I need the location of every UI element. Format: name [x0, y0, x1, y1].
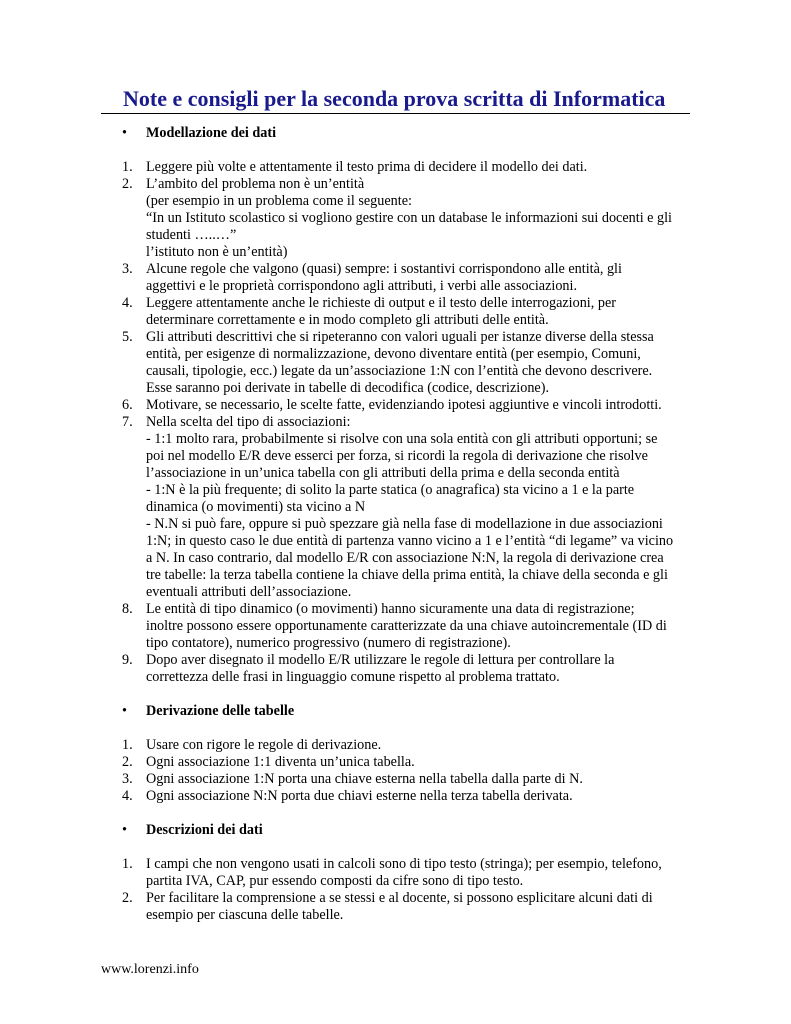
- section-heading-text: Modellazione dei dati: [146, 125, 277, 141]
- list-item-line: dinamica (o movimenti) sta vicino a N: [146, 499, 366, 515]
- list-item-line: determinare correttamente e in modo completo gli attributi delle entità.: [146, 312, 549, 328]
- section-2: [0, 703, 791, 805]
- list-item-line: Usare con rigore le regole di derivazione.: [146, 737, 382, 753]
- list-item-number: 1.: [122, 159, 133, 175]
- list-item-number: 3.: [122, 261, 133, 277]
- section-heading-text: Descrizioni dei dati: [146, 822, 263, 838]
- document-body: [0, 125, 791, 924]
- list-item: [0, 771, 791, 788]
- list-item-line: studenti …..…”: [146, 227, 237, 243]
- section-heading: [0, 703, 791, 720]
- list-item: [0, 295, 791, 329]
- list-item: [0, 329, 791, 397]
- list-item-line: correttezza delle frasi in linguaggio comune rispetto al problema trattato.: [146, 669, 560, 685]
- numbered-list: [0, 159, 791, 686]
- list-item-line: - 1:1 molto rara, probabilmente si risolve con una sola entità con gli attributi opportuni; se: [146, 431, 658, 447]
- list-item-line: 1:N; in questo caso le due entità di partenza vanno vicino a 1 e l’entità “di legame” va vicino: [146, 533, 674, 549]
- list-item-number: 2.: [122, 754, 133, 770]
- list-item: [0, 176, 791, 261]
- list-item-number: 8.: [122, 601, 133, 617]
- list-item-line: partita IVA, CAP, pur essendo composti da cifre sono di tipo testo.: [146, 873, 524, 889]
- list-item: [0, 261, 791, 295]
- bullet-icon: •: [122, 125, 127, 141]
- list-item: [0, 414, 791, 601]
- list-item: [0, 737, 791, 754]
- section-heading: [0, 822, 791, 839]
- list-item-number: 6.: [122, 397, 133, 413]
- list-item-line: a N. In caso contrario, dal modello E/R con associazione N:N, la regola di derivazione crea: [146, 550, 664, 566]
- list-item-line: tipo contatore), numerico progressivo (numero di registrazione).: [146, 635, 511, 651]
- list-item-line: Esse saranno poi derivate in tabelle di decodifica (codice, descrizione).: [146, 380, 549, 396]
- list-item-line: I campi che non vengono usati in calcoli sono di tipo testo (stringa); per esempio, telefono,: [146, 856, 662, 872]
- section-heading-text: Derivazione delle tabelle: [146, 703, 295, 719]
- list-item-number: 5.: [122, 329, 133, 345]
- list-item: [0, 159, 791, 176]
- list-item-line: Le entità di tipo dinamico (o movimenti) hanno sicuramente una data di registrazione;: [146, 601, 635, 617]
- list-item-number: 1.: [122, 856, 133, 872]
- list-item-number: 9.: [122, 652, 133, 668]
- list-item-line: Per facilitare la comprensione a se stessi e al docente, si possono esplicitare alcuni dati di: [146, 890, 653, 906]
- numbered-list: [0, 737, 791, 805]
- list-item-line: Alcune regole che valgono (quasi) sempre: i sostantivi corrispondono alle entità, gli: [146, 261, 622, 277]
- list-item: [0, 601, 791, 652]
- list-item-number: 3.: [122, 771, 133, 787]
- list-item-line: Nella scelta del tipo di associazioni:: [146, 414, 351, 430]
- list-item: [0, 890, 791, 924]
- section-1: [0, 125, 791, 686]
- list-item: [0, 652, 791, 686]
- list-item: [0, 856, 791, 890]
- list-item-line: aggettivi e le proprietà corrispondono agli attributi, i verbi alle associazioni.: [146, 278, 578, 294]
- page-title: Note e consigli per la seconda prova scritta di Informatica: [123, 86, 666, 111]
- list-item-line: Dopo aver disegnato il modello E/R utilizzare le regole di lettura per controllare la: [146, 652, 615, 668]
- list-item-line: l’istituto non è un’entità): [146, 244, 288, 260]
- list-item-number: 7.: [122, 414, 133, 430]
- title-underline: [101, 113, 690, 114]
- list-item-number: 2.: [122, 176, 133, 192]
- list-item-line: Gli attributi descrittivi che si ripeteranno con valori uguali per istanze diverse della stessa: [146, 329, 654, 345]
- section-heading: [0, 125, 791, 142]
- bullet-icon: •: [122, 822, 127, 838]
- list-item-line: causali, tipologie, ecc.) legate da un’associazione 1:N con l’entità che devono descrivere.: [146, 363, 653, 379]
- list-item-number: 4.: [122, 295, 133, 311]
- list-item: [0, 788, 791, 805]
- list-item-line: Leggere più volte e attentamente il testo prima di decidere il modello dei dati.: [146, 159, 588, 175]
- list-item-line: (per esempio in un problema come il seguente:: [146, 193, 412, 209]
- section-3: [0, 822, 791, 924]
- list-item-number: 2.: [122, 890, 133, 906]
- list-item-number: 4.: [122, 788, 133, 804]
- list-item-line: tre tabelle: la terza tabella contiene la chiave della prima entità, la chiave della seconda e gli: [146, 567, 668, 583]
- list-item-line: Ogni associazione N:N porta due chiavi esterne nella terza tabella derivata.: [146, 788, 573, 804]
- list-item: [0, 754, 791, 771]
- list-item-line: - 1:N è la più frequente; di solito la parte statica (o anagrafica) sta vicino a 1 e la parte: [146, 482, 635, 498]
- numbered-list: [0, 856, 791, 924]
- list-item-line: inoltre possono essere opportunamente caratterizzate da una chiave autoincrementale (ID di: [146, 618, 667, 634]
- list-item-line: L’ambito del problema non è un’entità: [146, 176, 365, 192]
- list-item-line: Ogni associazione 1:N porta una chiave esterna nella tabella dalla parte di N.: [146, 771, 583, 787]
- list-item: [0, 397, 791, 414]
- bullet-icon: •: [122, 703, 127, 719]
- list-item-line: Motivare, se necessario, le scelte fatte, evidenziando ipotesi aggiuntive e vincoli introdotti.: [146, 397, 662, 413]
- list-item-line: entità, per esigenze di normalizzazione, devono diventare entità (per esempio, Comuni,: [146, 346, 641, 362]
- list-item-line: l’associazione in un’unica tabella con gli attributi della prima e della seconda entità: [146, 465, 620, 481]
- list-item-line: Ogni associazione 1:1 diventa un’unica tabella.: [146, 754, 415, 770]
- list-item-line: poi nel modello E/R deve esserci per forza, si ricordi la regola di derivazione che risolve: [146, 448, 648, 464]
- list-item-line: esempio per ciascuna delle tabelle.: [146, 907, 344, 923]
- list-item-line: “In un Istituto scolastico si vogliono gestire con un database le informazioni sui docenti e gli: [146, 210, 672, 226]
- list-item-line: - N.N si può fare, oppure si può spezzare già nella fase di modellazione in due associazioni: [146, 516, 663, 532]
- list-item-line: eventuali attributi dell’associazione.: [146, 584, 352, 600]
- list-item-number: 1.: [122, 737, 133, 753]
- list-item-line: Leggere attentamente anche le richieste di output e il testo delle interrogazioni, per: [146, 295, 616, 311]
- footer-url: www.lorenzi.info: [101, 962, 199, 977]
